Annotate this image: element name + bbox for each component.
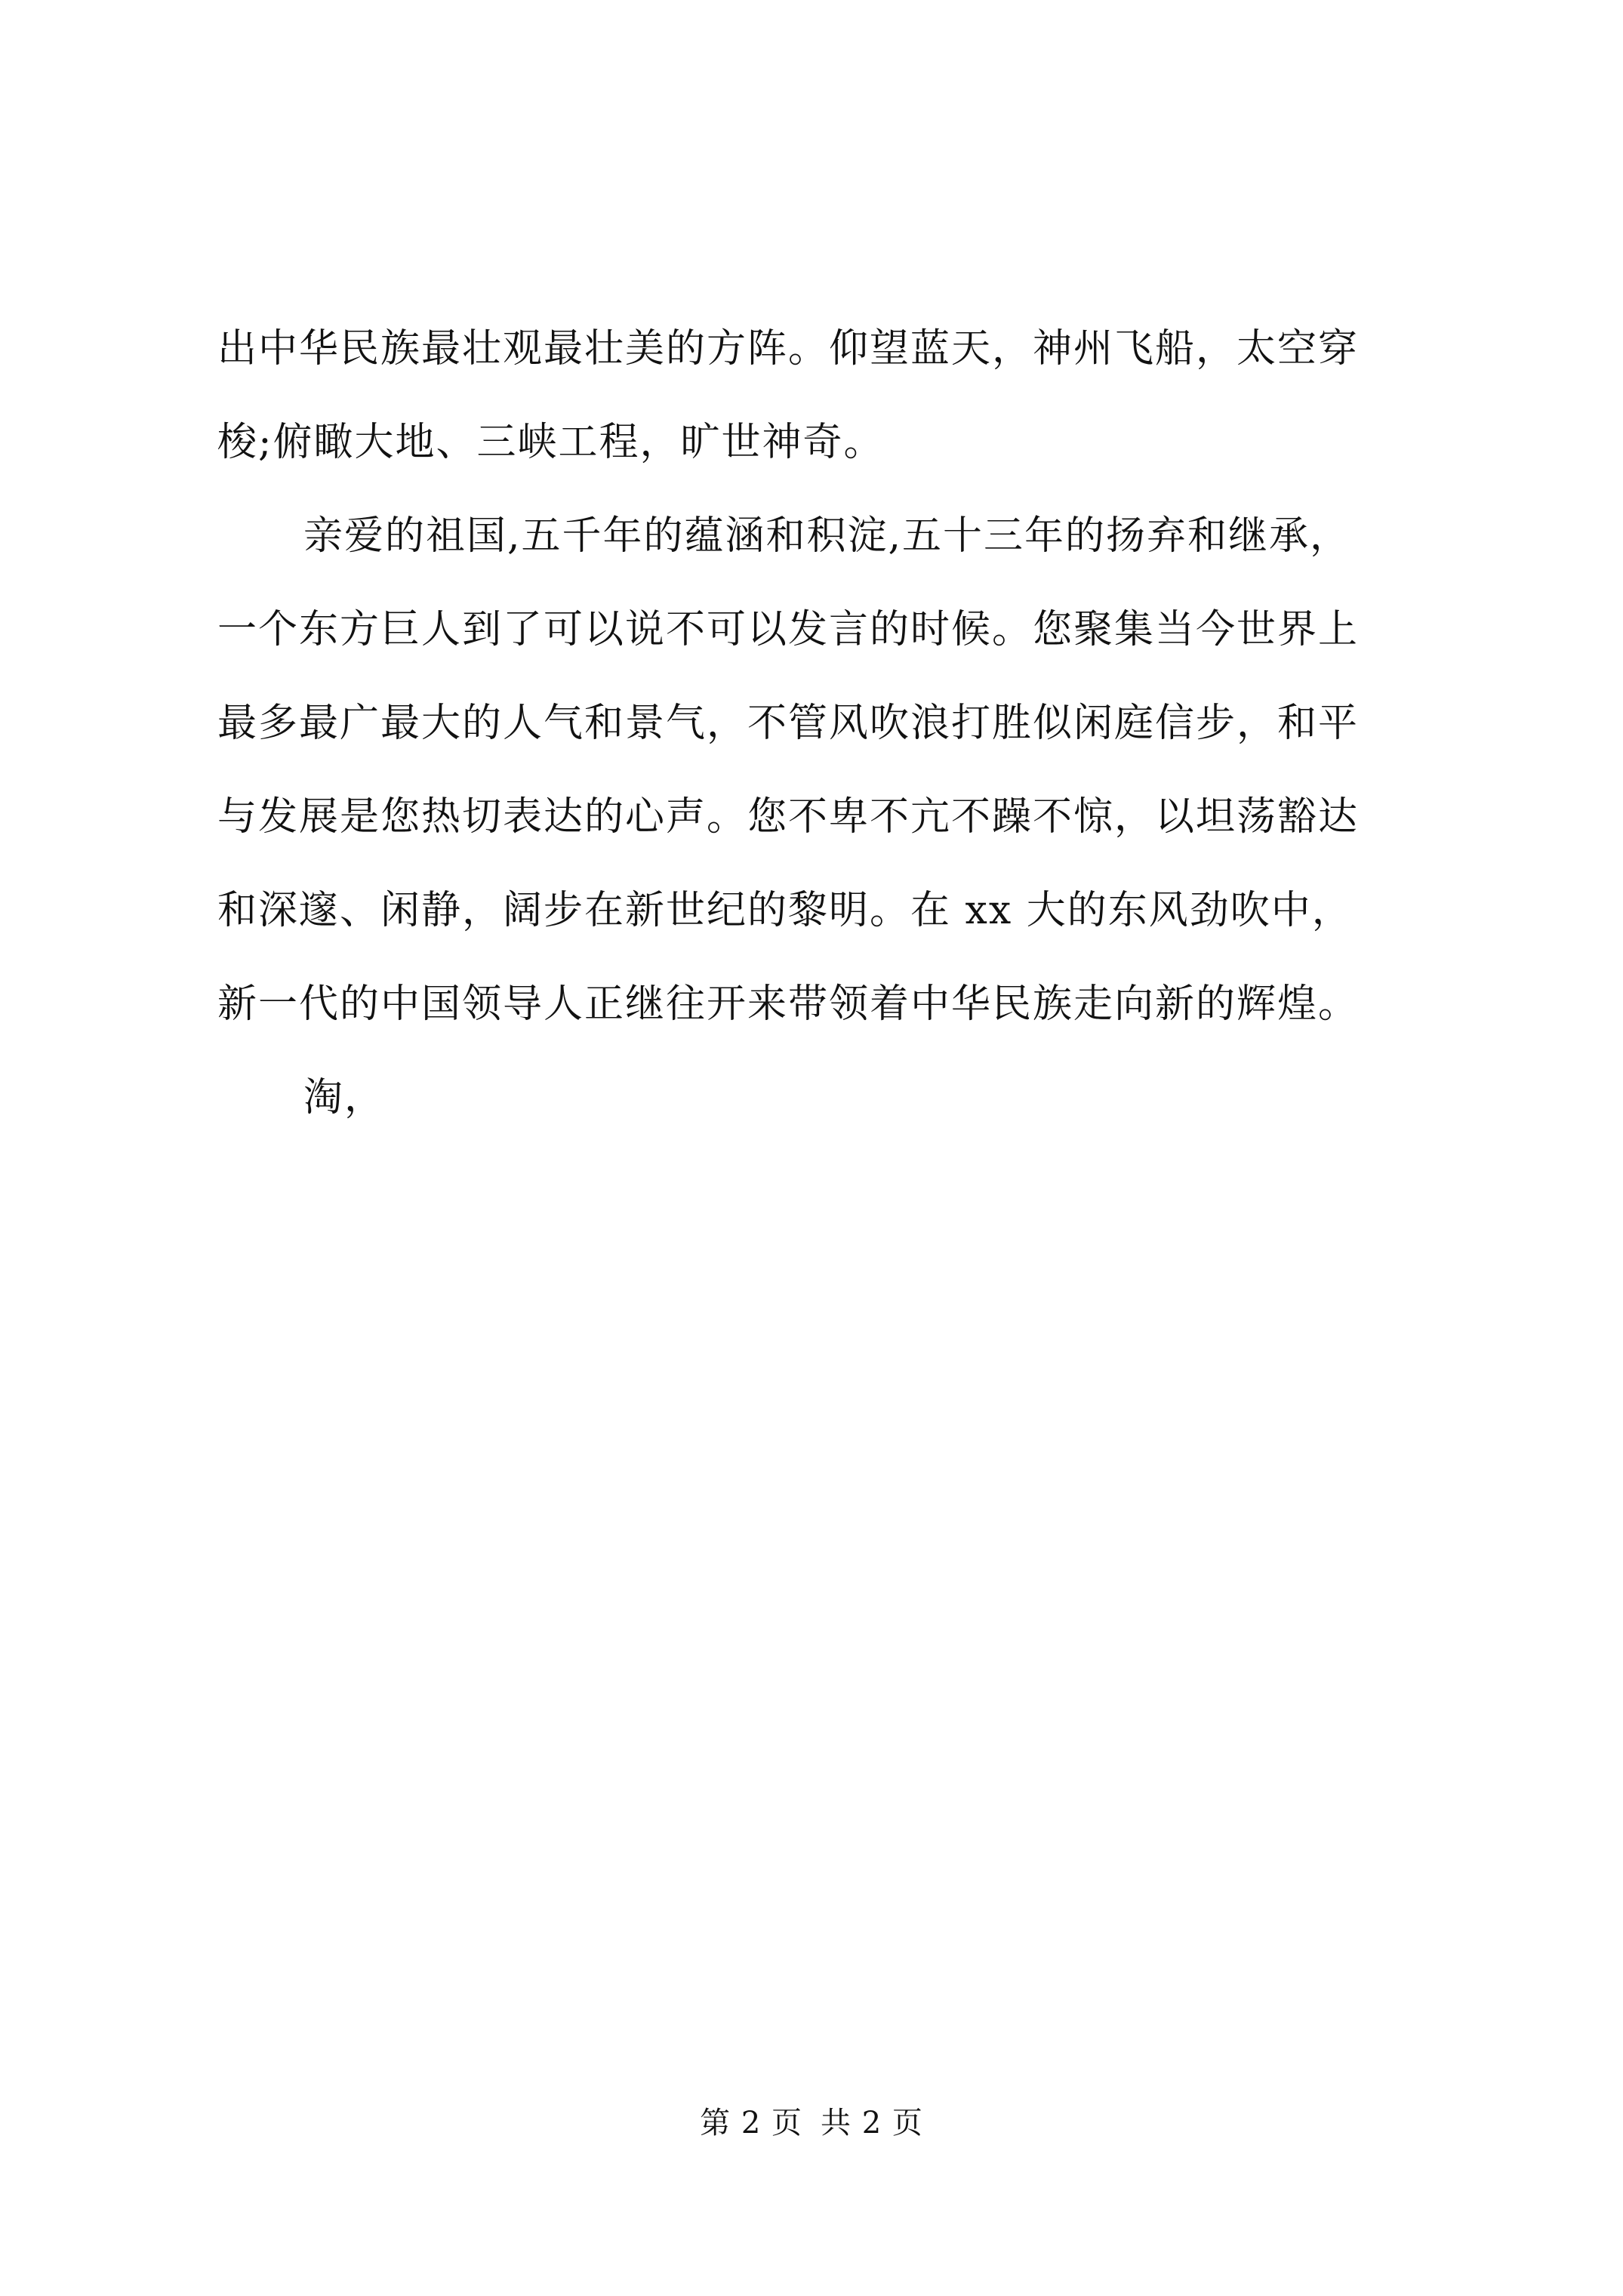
paragraph-first-line: 亲爱的祖国,五千年的蕴涵和积淀,五十三年的扬弃和继承， xyxy=(303,513,1351,559)
page-number: 第 2 页 xyxy=(700,2106,802,2140)
text-line: 最多最广最大的人气和景气，不管风吹浪打胜似闲庭信步，和平 xyxy=(217,701,1360,746)
page-total: 共 2 页 xyxy=(821,2106,923,2140)
body-text xyxy=(217,302,1440,1145)
text-line: 梭;俯瞰大地、三峡工程，旷世神奇。 xyxy=(217,420,885,465)
paragraph-first-line: 淘， xyxy=(303,1075,386,1120)
text-line: 和深邃、闲静，阔步在新世纪的黎明。在 xx 大的东风劲吹中， xyxy=(217,888,1353,933)
text-line: 出中华民族最壮观最壮美的方阵。仰望蓝天，神州飞船，太空穿 xyxy=(217,326,1360,371)
page-footer xyxy=(0,2099,1623,2142)
text-line: 新一代的中国领导人正继往开来带领着中华民族走向新的辉煌。 xyxy=(217,982,1360,1027)
text-line: 一个东方巨人到了可以说不可以发言的时候。您聚集当今世界上 xyxy=(217,607,1360,652)
text-line: 与发展是您热切表达的心声。您不卑不亢不躁不惊，以坦荡豁达 xyxy=(217,794,1360,840)
